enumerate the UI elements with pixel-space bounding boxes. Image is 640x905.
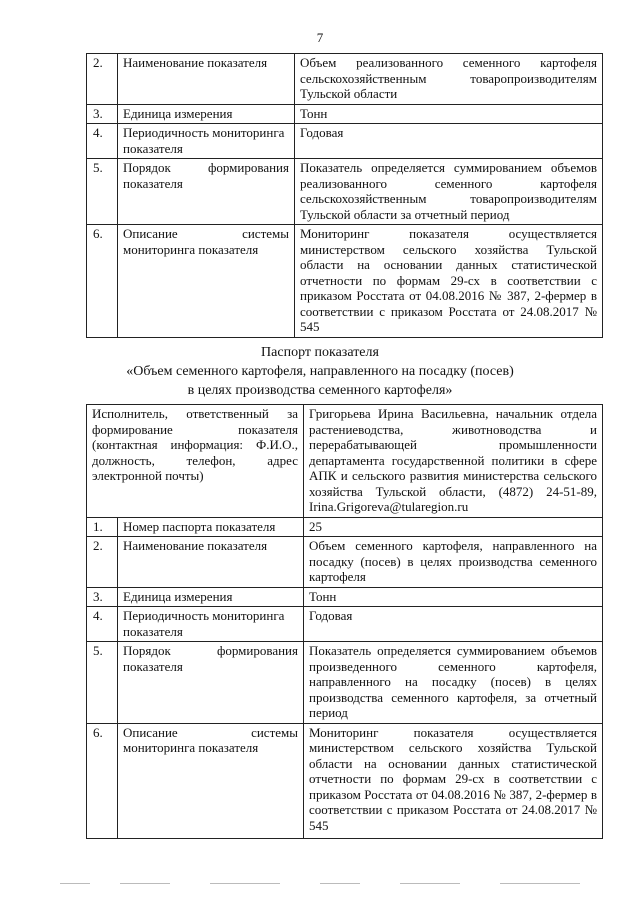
table-row xyxy=(87,537,603,588)
row-number: 4. xyxy=(87,607,118,642)
row-value: Показатель определяется суммированием объемов реализованного семенного картофеля сельскохозяйственным товаропроизводителям Тульской области за отчетный период xyxy=(295,159,603,225)
executor-label: Исполнитель, ответственный за формирование показателя (контактная информация: Ф.И.О., должность, телефон, адрес электронной почты) xyxy=(87,405,304,518)
table-row xyxy=(87,54,603,105)
table-row xyxy=(87,642,603,724)
table-row xyxy=(87,723,603,838)
table-row xyxy=(87,225,603,338)
row-number: 3. xyxy=(87,587,118,607)
row-number: 1. xyxy=(87,517,118,537)
row-label: Наименование показателя xyxy=(118,537,304,588)
row-label: Описание системы мониторинга показателя xyxy=(118,723,304,838)
table-row xyxy=(87,587,603,607)
row-number: 2. xyxy=(87,537,118,588)
row-value: Объем семенного картофеля, направленного на посадку (посев) в целях производства семенного картофеля xyxy=(304,537,603,588)
executor-value: Григорьева Ирина Васильевна, начальник отдела растениеводства, животноводства и перерабатывающей промышленности департамента государственной политики в сфере АПК и сельского развития министерства сельского хозяйства Тульской области, (4872) 24-51-89, Irina.Grigoreva@tularegion.ru xyxy=(304,405,603,518)
row-label: Периодичность мониторинга показателя xyxy=(118,607,304,642)
table-row xyxy=(87,104,603,124)
row-number: 6. xyxy=(87,723,118,838)
row-value: Мониторинг показателя осуществляется министерством сельского хозяйства Тульской области на основании данных статистической отчетности по формам 29-сх в соответствии с приказом Росстата от 04.08.2016 № 387, 2-фермер в соответствии с приказом Росстата от 24.08.2017 № 545 xyxy=(304,723,603,838)
row-value: Тонн xyxy=(304,587,603,607)
scan-artifact-marks xyxy=(60,883,600,887)
passport-subtitle-line2: в целях производства семенного картофеля» xyxy=(187,383,453,398)
row-label: Единица измерения xyxy=(118,104,295,124)
table-row xyxy=(87,124,603,159)
table-row xyxy=(87,517,603,537)
row-value: 25 xyxy=(304,517,603,537)
page-number: 7 xyxy=(316,30,324,45)
row-label: Номер паспорта показателя xyxy=(118,517,304,537)
row-label: Наименование показателя xyxy=(118,54,295,105)
table-row-executor xyxy=(87,405,603,518)
row-value: Тонн xyxy=(295,104,603,124)
table-row xyxy=(87,607,603,642)
passport-title: Паспорт показателя xyxy=(261,345,379,360)
row-value: Годовая xyxy=(295,124,603,159)
row-label: Единица измерения xyxy=(118,587,304,607)
row-label: Порядок формирования показателя xyxy=(118,642,304,724)
indicator-table-continued xyxy=(86,53,603,338)
row-value: Показатель определяется суммированием объемов произведенного семенного картофеля, направленного на посадку (посев) в целях производства семенного картофеля, за отчетный период xyxy=(304,642,603,724)
row-number: 5. xyxy=(87,159,118,225)
passport-table xyxy=(86,404,603,839)
row-label: Порядок формирования показателя xyxy=(118,159,295,225)
row-number: 4. xyxy=(87,124,118,159)
row-value: Годовая xyxy=(304,607,603,642)
table-row xyxy=(87,159,603,225)
row-label: Периодичность мониторинга показателя xyxy=(118,124,295,159)
row-number: 6. xyxy=(87,225,118,338)
row-value: Объем реализованного семенного картофеля сельскохозяйственным товаропроизводителям Тульской области xyxy=(295,54,603,105)
row-number: 3. xyxy=(87,104,118,124)
row-number: 2. xyxy=(87,54,118,105)
row-value: Мониторинг показателя осуществляется министерством сельского хозяйства Тульской области на основании данных статистической отчетности по формам 29-сх в соответствии с приказом Росстата от 04.08.2016 № 387, 2-фермер в соответствии с приказом Росстата от 24.08.2017 № 545 xyxy=(295,225,603,338)
row-label: Описание системы мониторинга показателя xyxy=(118,225,295,338)
row-number: 5. xyxy=(87,642,118,724)
passport-subtitle-line1: «Объем семенного картофеля, направленного на посадку (посев) xyxy=(126,364,514,379)
